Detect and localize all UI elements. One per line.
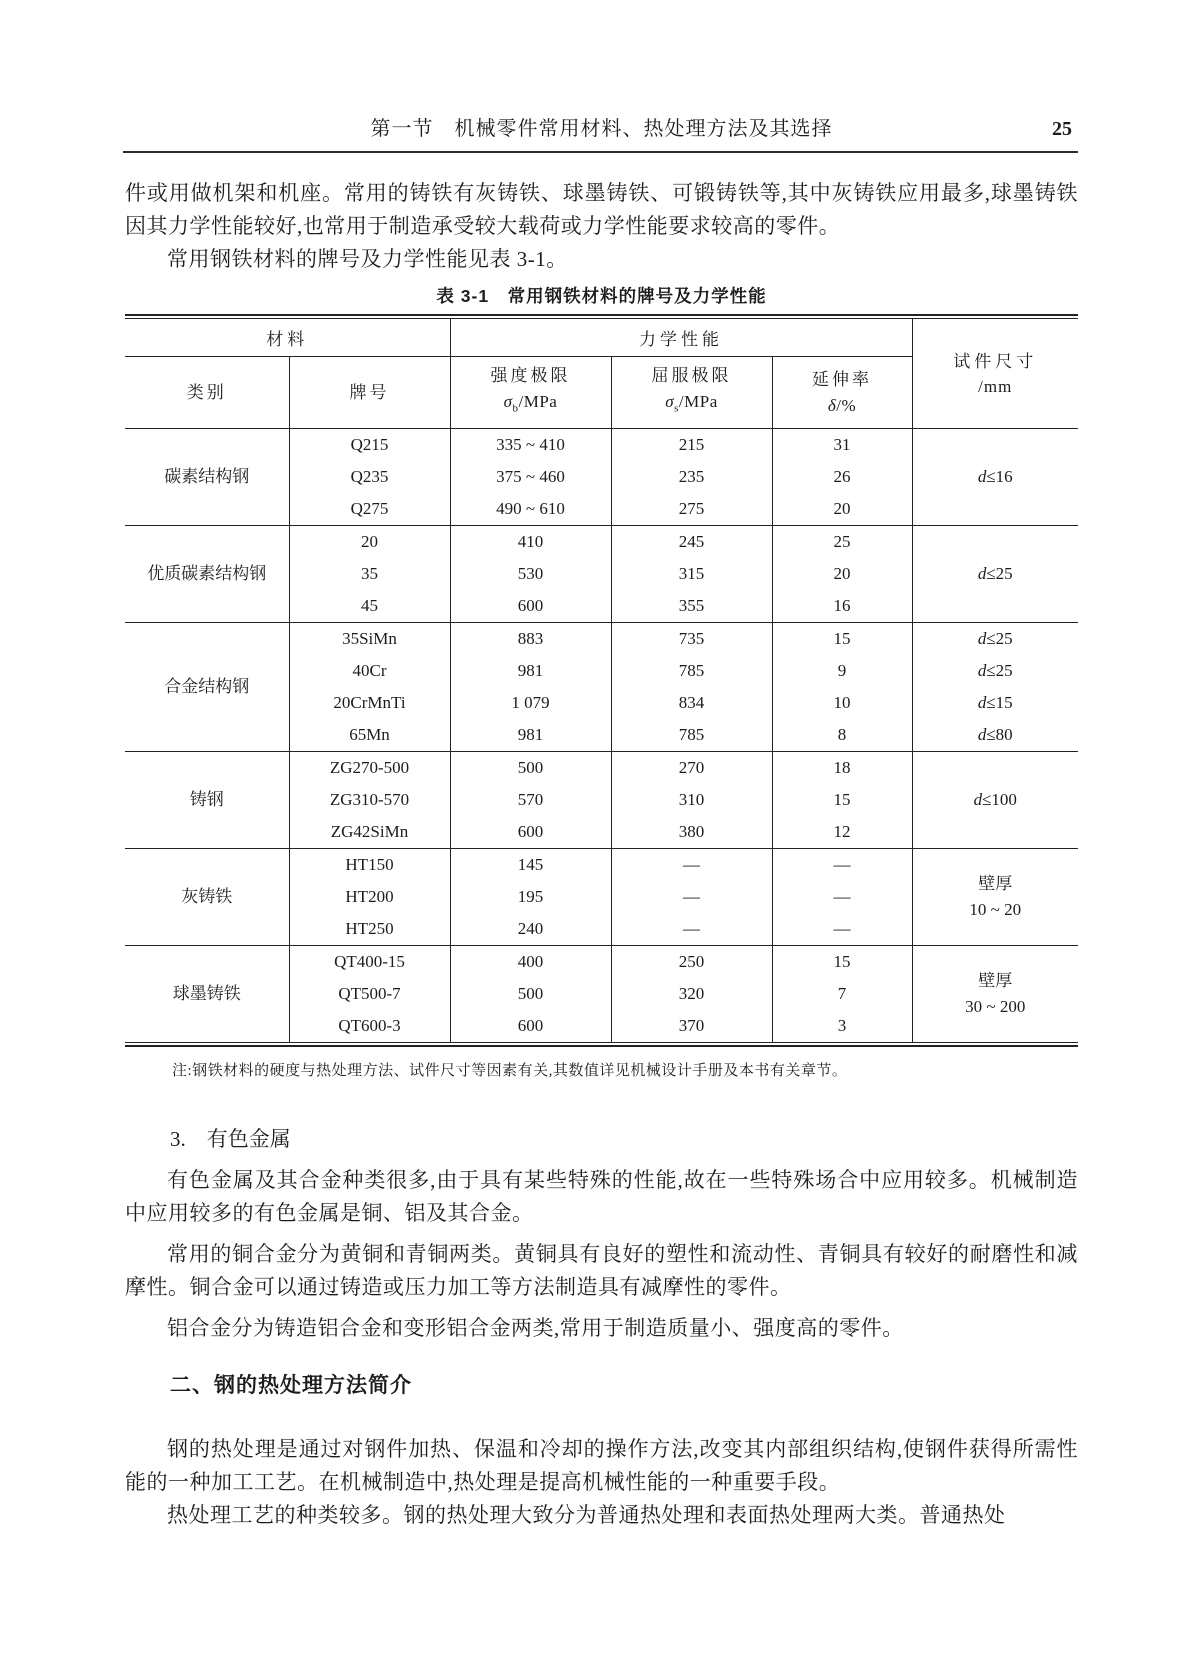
yield-cell: 215	[611, 429, 772, 462]
category-header: 类别	[125, 357, 289, 429]
strength-cell: 410	[450, 526, 611, 559]
elongation-cell: 10	[772, 687, 912, 719]
yield-cell: 380	[611, 816, 772, 849]
elongation-cell: 18	[772, 752, 912, 785]
paragraph: 钢的热处理是通过对钢件加热、保温和冷却的操作方法,改变其内部组织结构,使钢件获得所需性能的一种加工工艺。在机械制造中,热处理是提高机械性能的一种重要手段。	[125, 1437, 1078, 1494]
table-title: 表 3-1 常用钢铁材料的牌号及力学性能	[436, 286, 767, 306]
elongation-cell: 9	[772, 655, 912, 687]
heading-nonferrous: 3. 有色金属	[170, 1127, 291, 1151]
grade-cell: QT600-3	[289, 1010, 450, 1043]
grade-cell: Q215	[289, 429, 450, 462]
yield-cell: 355	[611, 590, 772, 623]
specimen-size-header	[912, 319, 1078, 429]
grade-cell: 20CrMnTi	[289, 687, 450, 719]
paragraph: 常用钢铁材料的牌号及力学性能见表 3-1。	[167, 247, 568, 271]
grade-cell: 45	[289, 590, 450, 623]
paragraph: 有色金属及其合金种类很多,由于具有某些特殊的性能,故在一些特殊场合中应用较多。机械制造中应用较多的有色金属是铜、铝及其合金。	[125, 1168, 1078, 1225]
table-row	[125, 429, 1078, 462]
strength-cell: 375 ~ 460	[450, 461, 611, 493]
running-head	[125, 116, 1078, 142]
table-note: 注:钢铁材料的硬度与热处理方法、试件尺寸等因素有关,其数值详见机械设计手册及本书有关章节。	[172, 1063, 848, 1079]
specimen-cell: d≤80	[912, 719, 1078, 752]
paragraph: 铝合金分为铸造铝合金和变形铝合金两类,常用于制造质量小、强度高的零件。	[167, 1316, 904, 1340]
elongation-cell: —	[772, 849, 912, 882]
grade-cell: HT200	[289, 881, 450, 913]
strength-cell: 335 ~ 410	[450, 429, 611, 462]
strength-cell: 195	[450, 881, 611, 913]
elongation-cell: 12	[772, 816, 912, 849]
strength-cell: 570	[450, 784, 611, 816]
yield-cell: —	[611, 849, 772, 882]
elongation-cell: —	[772, 881, 912, 913]
table-row	[125, 526, 1078, 559]
grade-cell: ZG270-500	[289, 752, 450, 785]
specimen-size-label: 试件尺寸	[953, 351, 1038, 371]
elongation-cell: 16	[772, 590, 912, 623]
elongation-cell: 7	[772, 978, 912, 1010]
strength-cell: 530	[450, 558, 611, 590]
header-rule	[123, 151, 1078, 153]
elongation-cell: 8	[772, 719, 912, 752]
grade-cell: 35	[289, 558, 450, 590]
yield-cell: 320	[611, 978, 772, 1010]
running-head-title: 第一节 机械零件常用材料、热处理方法及其选择	[370, 118, 833, 140]
category-cell: 灰铸铁	[125, 849, 289, 946]
yield-cell: 275	[611, 493, 772, 526]
yield-cell: —	[611, 913, 772, 946]
mechanical-header: 力学性能	[450, 319, 912, 357]
table-row	[125, 946, 1078, 979]
yield-cell: 834	[611, 687, 772, 719]
elongation-cell: 3	[772, 1010, 912, 1043]
grade-cell: ZG310-570	[289, 784, 450, 816]
specimen-cell: d≤25	[912, 623, 1078, 656]
yield-header: 屈服极限 $\sigma_s$/MPa	[611, 357, 772, 429]
yield-cell: 315	[611, 558, 772, 590]
grade-cell: 35SiMn	[289, 623, 450, 656]
grade-cell: 20	[289, 526, 450, 559]
strength-cell: 400	[450, 946, 611, 979]
yield-cell: 785	[611, 655, 772, 687]
yield-cell: 370	[611, 1010, 772, 1043]
elongation-cell: 20	[772, 558, 912, 590]
category-cell: 碳素结构钢	[125, 429, 289, 526]
table-row	[125, 623, 1078, 656]
table-header-row-1	[125, 319, 1078, 357]
category-cell: 优质碳素结构钢	[125, 526, 289, 623]
yield-cell: 785	[611, 719, 772, 752]
grade-header: 牌号	[289, 357, 450, 429]
heading-heat-treatment: 二、钢的热处理方法简介	[170, 1374, 412, 1397]
table-block	[125, 282, 1078, 1081]
steel-materials-table	[125, 318, 1078, 1043]
specimen-cell: d≤15	[912, 687, 1078, 719]
specimen-cell: d≤100	[912, 752, 1078, 849]
paragraph: 常用的铜合金分为黄铜和青铜两类。黄铜具有良好的塑性和流动性、青铜具有较好的耐磨性和减摩性。铜合金可以通过铸造或压力加工等方法制造具有减摩性的零件。	[125, 1242, 1078, 1299]
table-rule-frame	[125, 314, 1078, 1047]
material-header: 材料	[125, 319, 450, 357]
strength-cell: 1 079	[450, 687, 611, 719]
category-cell: 铸钢	[125, 752, 289, 849]
elongation-cell: 25	[772, 526, 912, 559]
specimen-cell: d≤25	[912, 526, 1078, 623]
strength-cell: 981	[450, 719, 611, 752]
strength-cell: 500	[450, 752, 611, 785]
table-row	[125, 849, 1078, 882]
page-number: 25	[1052, 118, 1072, 140]
grade-cell: 40Cr	[289, 655, 450, 687]
category-cell: 球墨铸铁	[172, 984, 241, 1003]
elongation-cell: 15	[772, 946, 912, 979]
strength-cell: 883	[450, 623, 611, 656]
elongation-cell: —	[772, 913, 912, 946]
yield-cell: 235	[611, 461, 772, 493]
elongation-cell: 31	[772, 429, 912, 462]
specimen-size-unit: /mm	[978, 376, 1013, 396]
specimen-cell: 壁厚 10 ~ 20	[912, 849, 1078, 946]
specimen-cell: d≤25	[912, 655, 1078, 687]
strength-cell: 600	[450, 1010, 611, 1043]
category-cell: 合金结构钢	[125, 623, 289, 752]
strength-cell: 240	[450, 913, 611, 946]
grade-cell: Q235	[289, 461, 450, 493]
paragraph: 件或用做机架和机座。常用的铸铁有灰铸铁、球墨铸铁、可锻铸铁等,其中灰铸铁应用最多,球墨铸铁因其力学性能较好,也常用于制造承受较大载荷或力学性能要求较高的零件。	[125, 181, 1078, 238]
yield-cell: 250	[611, 946, 772, 979]
yield-cell: 735	[611, 623, 772, 656]
elongation-cell: 15	[772, 623, 912, 656]
grade-cell: ZG42SiMn	[289, 816, 450, 849]
yield-cell: 245	[611, 526, 772, 559]
table-row	[125, 752, 1078, 785]
specimen-cell: d≤16	[912, 429, 1078, 526]
strength-cell: 490 ~ 610	[450, 493, 611, 526]
page-body	[125, 177, 1078, 1532]
elongation-cell: 15	[772, 784, 912, 816]
grade-cell: Q275	[289, 493, 450, 526]
yield-cell: —	[611, 881, 772, 913]
yield-cell: 270	[611, 752, 772, 785]
strength-header: 强度极限 $\sigma_b$/MPa	[450, 357, 611, 429]
strength-cell: 600	[450, 590, 611, 623]
elongation-cell: 26	[772, 461, 912, 493]
grade-cell: QT500-7	[289, 978, 450, 1010]
elongation-header: 延伸率 δ/%	[772, 357, 912, 429]
grade-cell: HT150	[289, 849, 450, 882]
strength-cell: 145	[450, 849, 611, 882]
strength-cell: 500	[450, 978, 611, 1010]
paragraph: 热处理工艺的种类较多。钢的热处理大致分为普通热处理和表面热处理两大类。普通热处	[167, 1503, 1006, 1527]
strength-cell: 600	[450, 816, 611, 849]
specimen-cell: 壁厚 30 ~ 200	[912, 946, 1078, 1043]
grade-cell: 65Mn	[289, 719, 450, 752]
grade-cell: HT250	[289, 913, 450, 946]
grade-cell: QT400-15	[289, 946, 450, 979]
strength-cell: 981	[450, 655, 611, 687]
yield-cell: 310	[611, 784, 772, 816]
elongation-cell: 20	[772, 493, 912, 526]
